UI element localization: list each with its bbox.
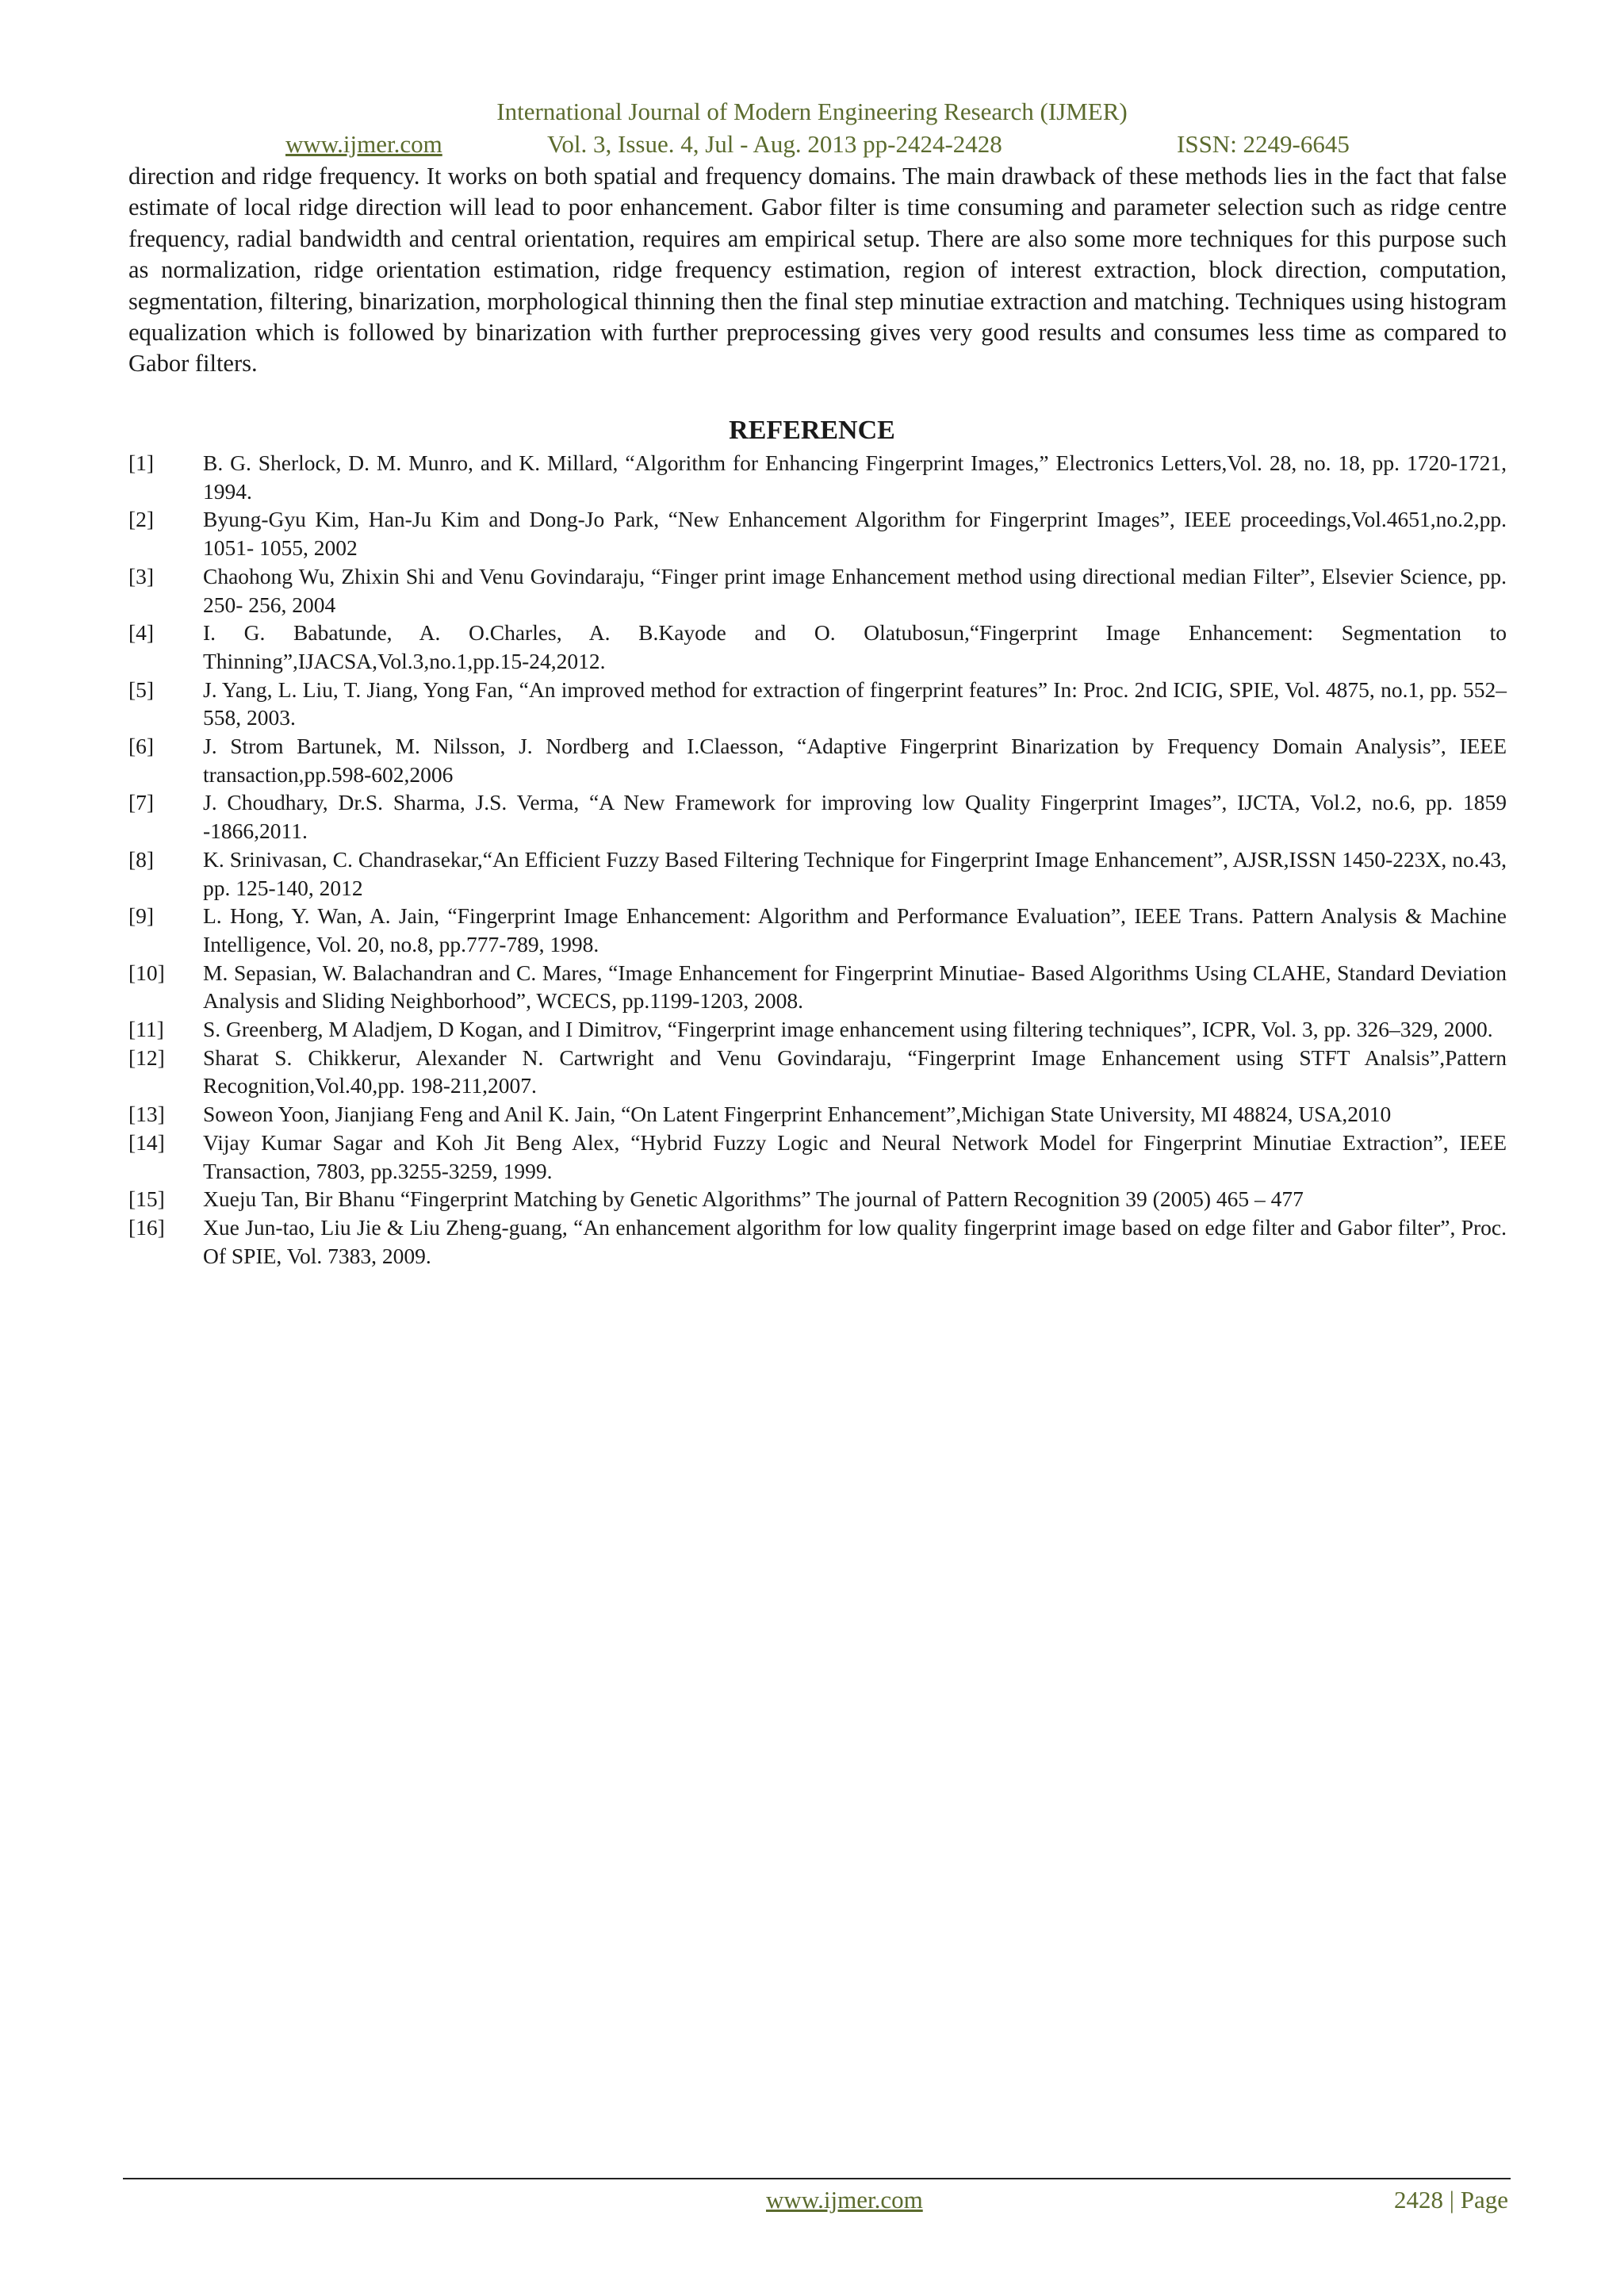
reference-text: I. G. Babatunde, A. O.Charles, A. B.Kayode and O. Olatubosun,“Fingerprint Image Enhancement: Segmentation to Thinning”,IJACSA,Vol.3,no.1,pp.15-24,2012. [203,620,1507,673]
reference-text: Chaohong Wu, Zhixin Shi and Venu Govindaraju, “Finger print image Enhancement method using directional median Filter”, Elsevier Science, pp. 250- 256, 2004 [203,563,1507,617]
reference-item [128,902,1507,958]
reference-number: [5] [128,677,155,702]
reference-item [128,732,1507,788]
reference-number: [16] [128,1214,165,1240]
reference-text: J. Strom Bartunek, M. Nilsson, J. Nordberg and I.Claesson, “Adaptive Fingerprint Binarization by Frequency Domain Analysis”, IEEE transaction,pp.598-602,2006 [203,734,1507,787]
reference-text: Vijay Kumar Sagar and Koh Jit Beng Alex, “Hybrid Fuzzy Logic and Neural Network Model for Fingerprint Minutiae Extraction”, IEEE Transaction, 7803, pp.3255-3259, 1999. [203,1129,1507,1183]
reference-text: S. Greenberg, M Aladjem, D Kogan, and I Dimitrov, “Fingerprint image enhancement using filtering techniques”, ICPR, Vol. 3, pp. 326–329, 2000. [203,1017,1493,1042]
reference-number: [12] [128,1045,165,1070]
volume-info: Vol. 3, Issue. 4, Jul - Aug. 2013 pp-2424-2428 [547,130,1002,158]
reference-number: [15] [128,1186,165,1212]
header-url-link[interactable]: www.ijmer.com [285,130,442,158]
reference-item [128,959,1507,1015]
reference-item [128,1213,1507,1270]
reference-text: K. Srinivasan, C. Chandrasekar,“An Efficient Fuzzy Based Filtering Technique for Fingerprint Image Enhancement”, AJSR,ISSN 1450-223X, no.43, pp. 125-140, 2012 [203,846,1507,900]
reference-number: [3] [128,563,155,588]
reference-item [128,1100,1507,1129]
reference-number: [9] [128,903,155,929]
page-number: 2428 | Page [1394,2186,1508,2214]
reference-number: [14] [128,1129,165,1155]
footer-divider [123,2178,1511,2179]
reference-item [128,619,1507,675]
journal-title: International Journal of Modern Engineering Research (IJMER) [496,98,1128,125]
reference-number: [13] [128,1102,165,1127]
reference-text: Xueju Tan, Bir Bhanu “Fingerprint Matching by Genetic Algorithms” The journal of Pattern Recognition 39 (2005) 465 – 477 [203,1186,1304,1212]
reference-text: J. Choudhary, Dr.S. Sharma, J.S. Verma, “A New Framework for improving low Quality Fingerprint Images”, IJCTA, Vol.2, no.6, pp. 1859 -1866,2011. [203,790,1507,844]
reference-number: [11] [128,1017,164,1042]
reference-text: M. Sepasian, W. Balachandran and C. Mares, “Image Enhancement for Fingerprint Minutiae- Based Algorithms Using CLAHE, Standard Deviation Analysis and Sliding Neighborhood”, WCECS, pp.1199-1203, 2008. [203,960,1507,1014]
reference-text: Byung-Gyu Kim, Han-Ju Kim and Dong-Jo Park, “New Enhancement Algorithm for Fingerprint Images”, IEEE proceedings,Vol.4651,no.2,pp. 1051- 1055, 2002 [203,507,1507,561]
reference-item [128,788,1507,845]
issn-info: ISSN: 2249-6645 [1177,130,1350,158]
reference-item [128,562,1507,619]
reference-number: [8] [128,846,155,872]
references-heading: REFERENCE [729,416,895,445]
reference-text: Soweon Yoon, Jianjiang Feng and Anil K. Jain, “On Latent Fingerprint Enhancement”,Michigan State University, MI 48824, USA,2010 [203,1102,1392,1127]
body-paragraph: direction and ridge frequency. It works on both spatial and frequency domains. The main drawback of these methods lies in the fact that false estimate of local ridge direction will lead to poor enhancement. Gabor filter is time consuming and parameter selection such as ridge centre frequency, radial bandwidth and central orientation, requires am empirical setup. There are also some more techniques for this purpose such as normalization, ridge orientation estimation, ridge frequency estimation, region of interest extraction, block direction, computation, segmentation, filtering, binarization, morphological thinning then the final step minutiae extraction and matching. Techniques using histogram equalization which is followed by binarization with further preprocessing gives very good results and consumes less time as compared to Gabor filters. [128,163,1507,378]
reference-item [128,1044,1507,1100]
reference-item [128,1015,1507,1044]
reference-number: [6] [128,734,155,759]
reference-item [128,449,1507,505]
reference-number: [10] [128,960,165,985]
journal-info-line [0,129,1624,159]
reference-item [128,676,1507,732]
reference-text: B. G. Sherlock, D. M. Munro, and K. Millard, “Algorithm for Enhancing Fingerprint Images,” Electronics Letters,Vol. 28, no. 18, pp. 1720-1721, 1994. [203,450,1507,504]
reference-text: J. Yang, L. Liu, T. Jiang, Yong Fan, “An improved method for extraction of fingerprint features” In: Proc. 2nd ICIG, SPIE, Vol. 4875, no.1, pp. 552–558, 2003. [203,677,1507,730]
reference-item [128,1129,1507,1185]
reference-item [128,845,1507,902]
reference-item [128,1185,1507,1213]
reference-number: [4] [128,620,155,646]
reference-text: Sharat S. Chikkerur, Alexander N. Cartwright and Venu Govindaraju, “Fingerprint Image Enhancement using STFT Analsis”,Pattern Recognition,Vol.40,pp. 198-211,2007. [203,1045,1507,1098]
reference-number: [7] [128,790,155,815]
reference-text: L. Hong, Y. Wan, A. Jain, “Fingerprint Image Enhancement: Algorithm and Performance Evaluation”, IEEE Trans. Pattern Analysis & Machine Intelligence, Vol. 20, no.8, pp.777-789, 1998. [203,903,1507,956]
reference-number: [1] [128,450,155,475]
reference-text: Xue Jun-tao, Liu Jie & Liu Zheng-guang, “An enhancement algorithm for low quality fingerprint image based on edge filter and Gabor filter”, Proc. Of SPIE, Vol. 7383, 2009. [203,1214,1507,1268]
reference-number: [2] [128,507,155,532]
footer-url-link[interactable]: www.ijmer.com [766,2186,923,2214]
reference-item [128,505,1507,562]
reference-list [128,449,1507,1270]
